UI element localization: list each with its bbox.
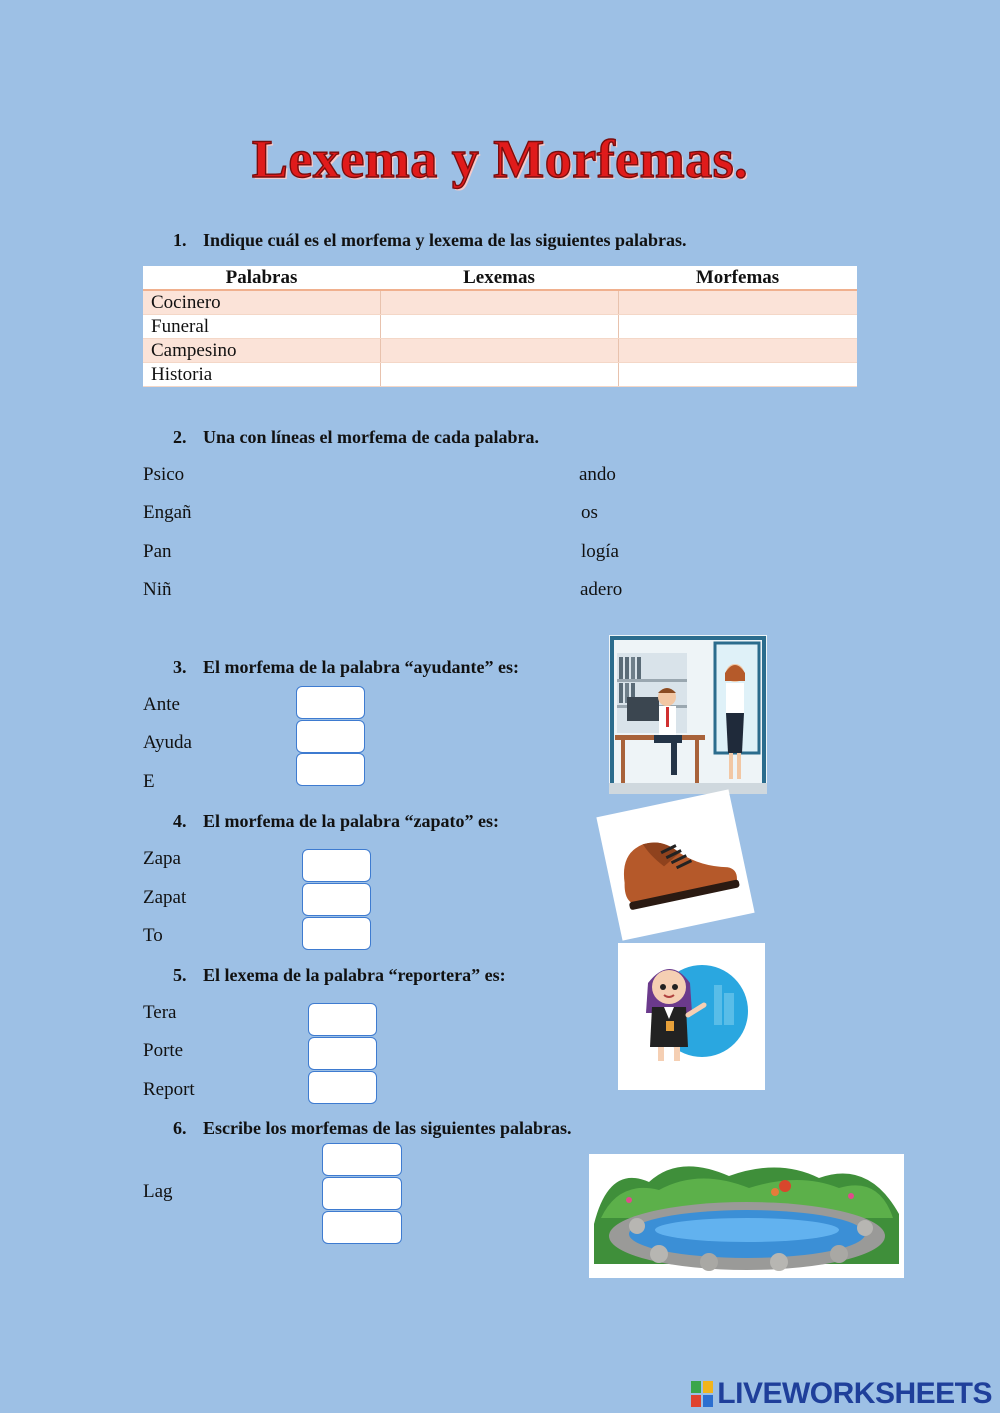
question-2-text: Una con líneas el morfema de cada palabra. [203, 427, 539, 447]
table-row [143, 363, 857, 387]
option-label: Report [143, 1079, 195, 1100]
page-title: Lexema y Morfemas. [251, 129, 749, 189]
question-1-text: Indique cuál es el morfema y lexema de las siguientes palabras. [203, 230, 687, 250]
morpheme-table [143, 266, 857, 387]
answer-box[interactable] [296, 686, 365, 719]
answer-box[interactable] [296, 720, 365, 753]
question-3 [173, 657, 519, 678]
option-label: To [143, 925, 163, 946]
match-right-item[interactable]: adero [580, 579, 623, 600]
question-5 [173, 965, 506, 986]
shoe-illustration [596, 789, 754, 940]
match-left-item[interactable]: Pan [143, 541, 172, 562]
question-5-number: 5. [173, 965, 187, 985]
match-left-item[interactable]: Psico [143, 464, 185, 485]
liveworksheets-logo-icon [691, 1381, 713, 1407]
option-label: Ayuda [143, 732, 192, 753]
reporter-image [618, 943, 765, 1090]
table-row [143, 339, 857, 363]
option-label: Porte [143, 1040, 184, 1061]
match-left-item[interactable]: Niñ [143, 579, 172, 600]
question-3-number: 3. [173, 657, 187, 677]
question-1-number: 1. [173, 230, 187, 250]
answer-box[interactable] [302, 917, 371, 950]
word-label: Lag [143, 1181, 173, 1202]
pond-image [589, 1154, 904, 1278]
question-1 [173, 230, 687, 251]
morfema-input-cell[interactable] [618, 290, 857, 315]
answer-box[interactable] [296, 753, 365, 786]
option-label: Zapa [143, 848, 181, 869]
question-3-text: El morfema de la palabra “ayudante” es: [203, 657, 519, 677]
question-4 [173, 811, 499, 832]
question-5-text: El lexema de la palabra “reportera” es: [203, 965, 506, 985]
answer-box[interactable] [322, 1211, 402, 1244]
liveworksheets-logo [691, 1377, 992, 1411]
table-header-row [143, 266, 857, 290]
pond-illustration [589, 1154, 904, 1278]
question-2 [173, 427, 539, 448]
answer-box[interactable] [302, 849, 371, 882]
answer-box[interactable] [322, 1177, 402, 1210]
word-cell: Campesino [143, 339, 380, 363]
answer-box[interactable] [308, 1037, 377, 1070]
lexema-input-cell[interactable] [380, 315, 618, 339]
word-cell: Funeral [143, 315, 380, 339]
morfema-input-cell[interactable] [618, 315, 857, 339]
answer-box[interactable] [308, 1071, 377, 1104]
brand-text: LIVEWORKSHEETS [717, 1377, 992, 1410]
match-right-item[interactable]: ando [579, 464, 616, 485]
word-cell: Historia [143, 363, 380, 387]
question-6 [173, 1118, 572, 1139]
question-4-number: 4. [173, 811, 187, 831]
question-6-number: 6. [173, 1118, 187, 1138]
table-row [143, 315, 857, 339]
word-cell: Cocinero [143, 290, 380, 315]
lexema-input-cell[interactable] [380, 363, 618, 387]
match-left-item[interactable]: Engañ [143, 502, 192, 523]
shoe-image [596, 789, 754, 940]
option-label: Tera [143, 1002, 177, 1023]
question-4-text: El morfema de la palabra “zapato” es: [203, 811, 499, 831]
match-right-item[interactable]: os [581, 502, 598, 523]
header-lexemas: Lexemas [380, 266, 618, 290]
option-label: E [143, 771, 155, 792]
answer-box[interactable] [322, 1143, 402, 1176]
morfema-input-cell[interactable] [618, 363, 857, 387]
reporter-illustration [618, 943, 765, 1090]
option-label: Ante [143, 694, 180, 715]
answer-box[interactable] [308, 1003, 377, 1036]
question-2-number: 2. [173, 427, 187, 447]
morfema-input-cell[interactable] [618, 339, 857, 363]
match-right-item[interactable]: logía [581, 541, 619, 562]
table-row [143, 290, 857, 315]
option-label: Zapat [143, 887, 187, 908]
header-morfemas: Morfemas [618, 266, 857, 290]
question-6-text: Escribe los morfemas de las siguientes palabras. [203, 1118, 572, 1138]
office-image [609, 635, 767, 794]
header-palabras: Palabras [143, 266, 380, 290]
answer-box[interactable] [302, 883, 371, 916]
lexema-input-cell[interactable] [380, 290, 618, 315]
lexema-input-cell[interactable] [380, 339, 618, 363]
office-illustration [609, 635, 767, 794]
